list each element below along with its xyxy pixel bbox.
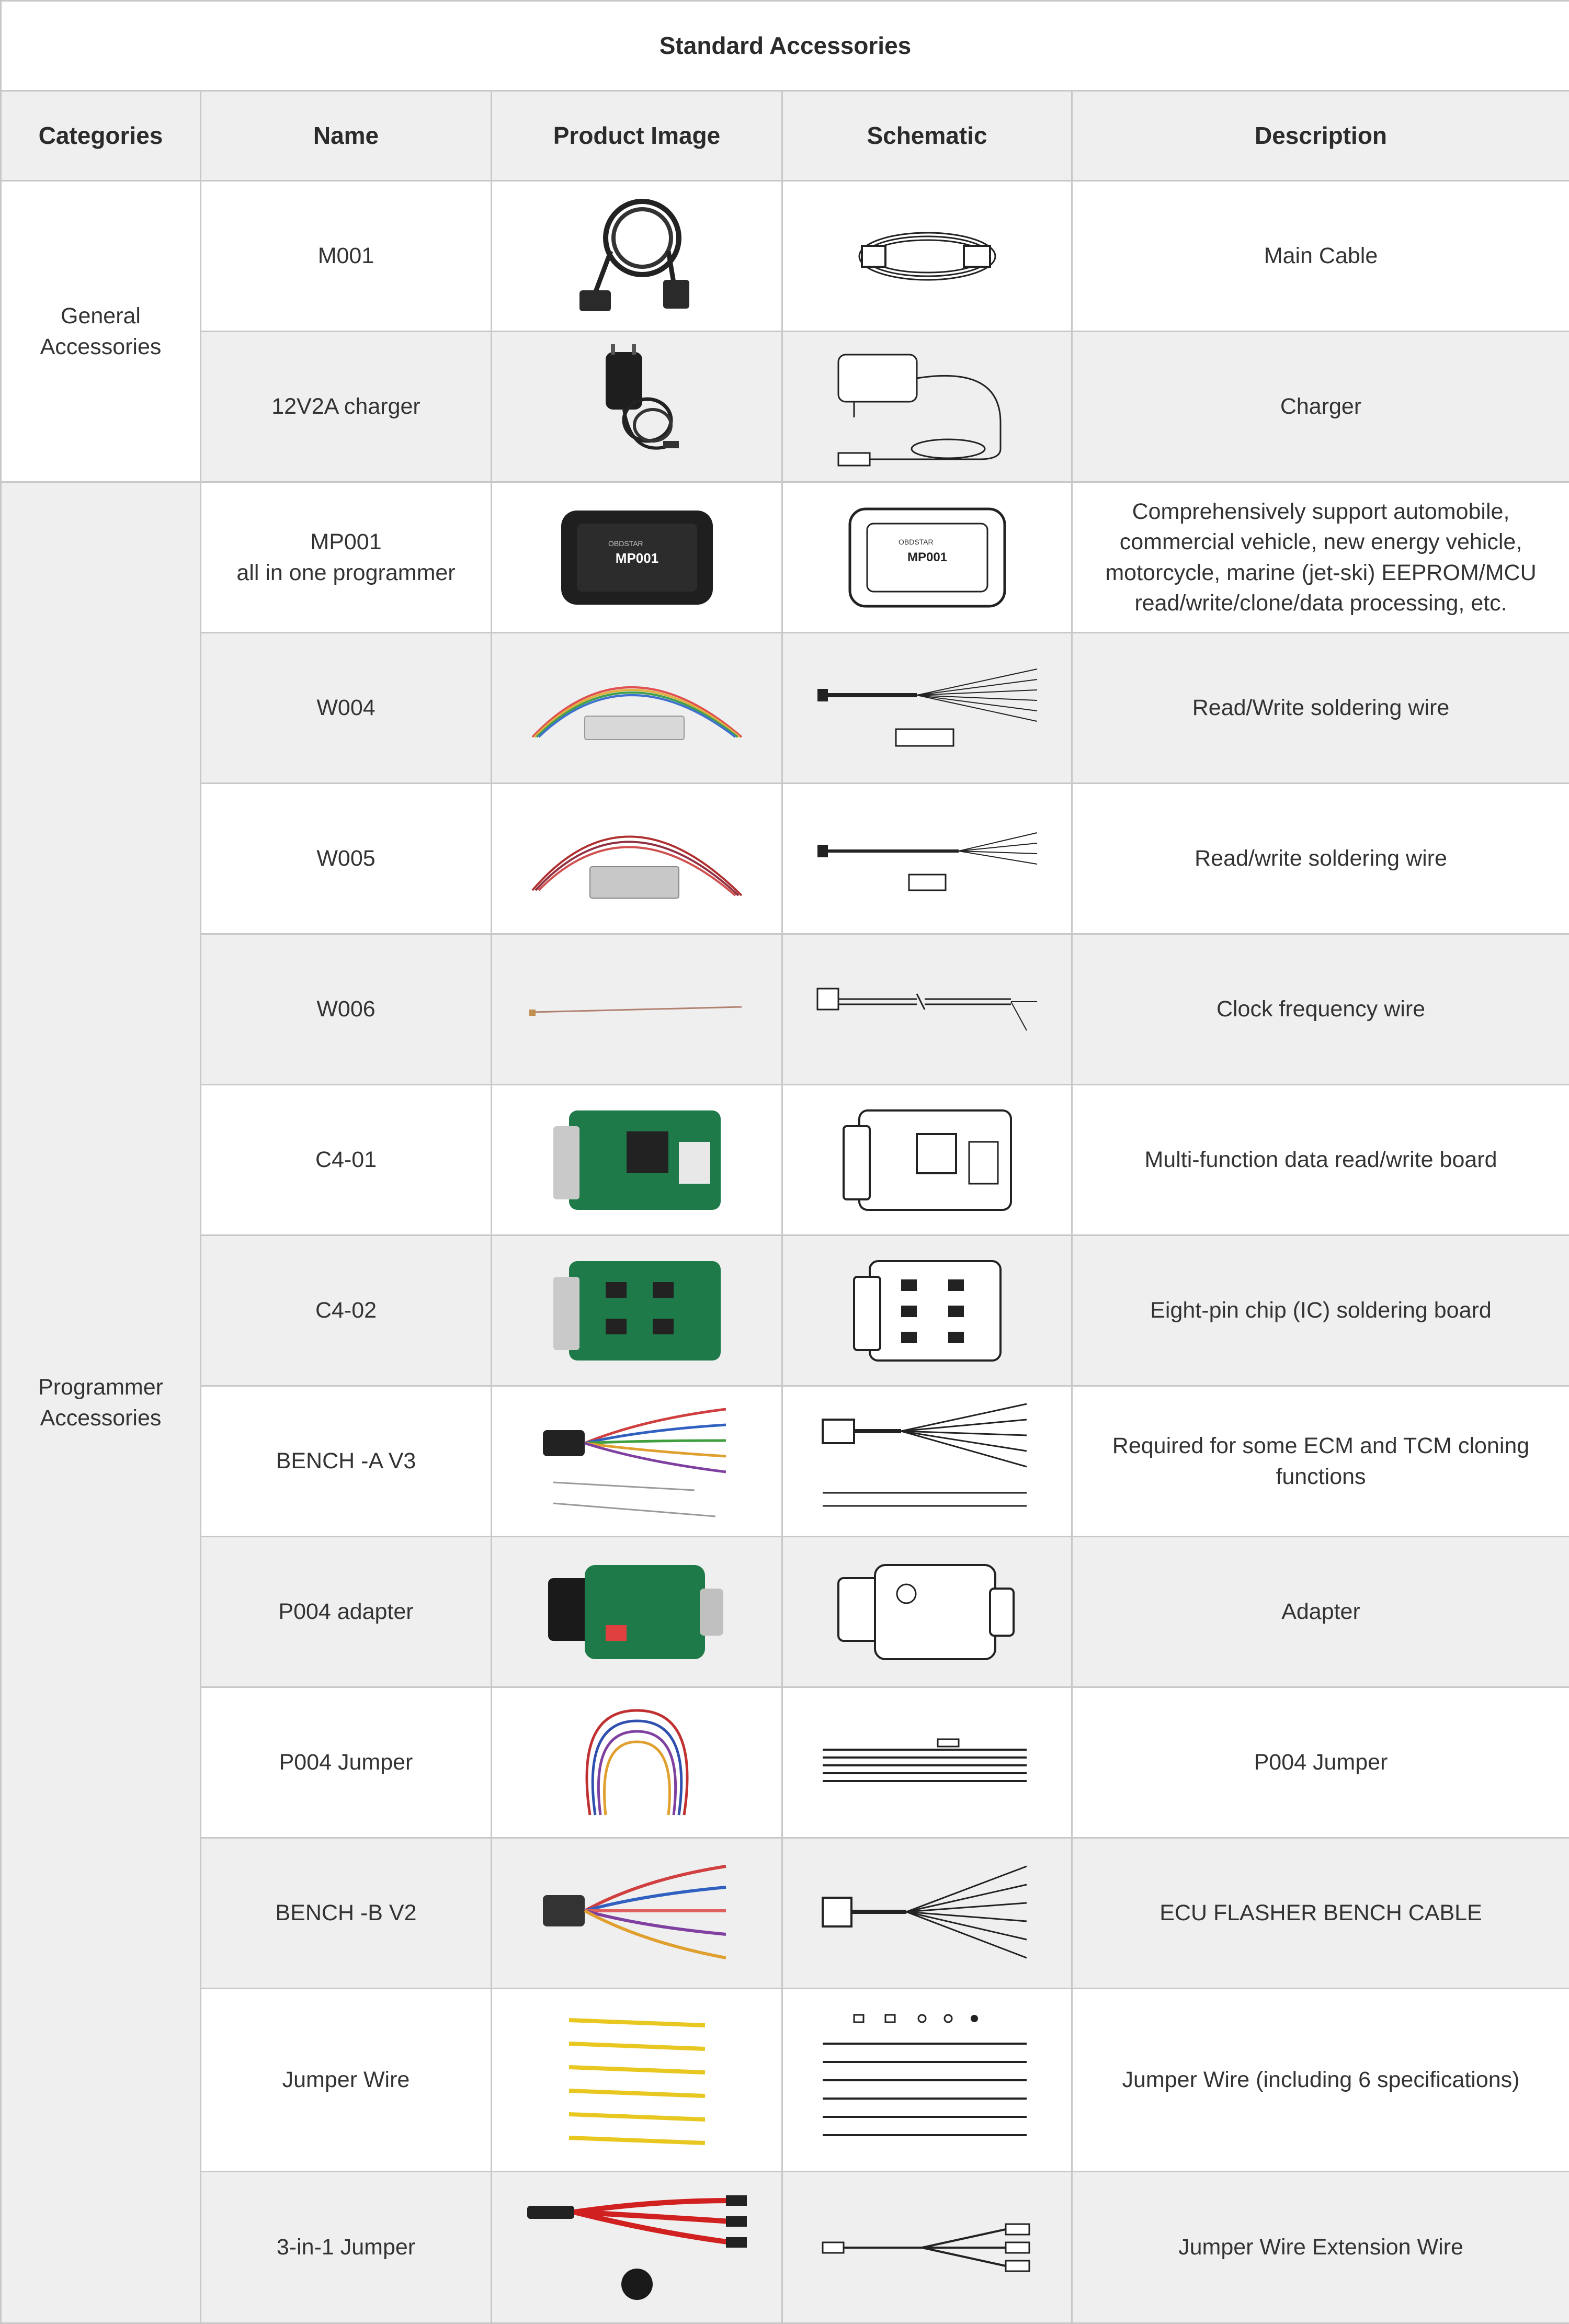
row-description: Clock frequency wire bbox=[1072, 934, 1569, 1085]
row-description: Charger bbox=[1072, 332, 1569, 482]
board-photo-icon bbox=[492, 1085, 782, 1235]
board-drawing-icon bbox=[782, 1085, 1072, 1235]
programmer-drawing-icon bbox=[782, 482, 1072, 633]
row-description: Jumper Wire (including 6 specifications) bbox=[1072, 1989, 1569, 2172]
row-name: W004 bbox=[201, 633, 492, 784]
device-brand-drawing-label: OBDSTAR bbox=[899, 538, 934, 546]
table-row bbox=[1, 633, 1569, 784]
row-name: P004 Jumper bbox=[201, 1687, 492, 1838]
table-title: Standard Accessories bbox=[1, 1, 1569, 91]
adapter-drawing-icon bbox=[782, 1537, 1072, 1687]
row-name: BENCH -A V3 bbox=[201, 1386, 492, 1537]
table-row bbox=[1, 332, 1569, 482]
row-name: P004 adapter bbox=[201, 1537, 492, 1687]
table-row bbox=[1, 1085, 1569, 1235]
wire-drawing-icon bbox=[782, 633, 1072, 784]
table-row bbox=[1, 1386, 1569, 1537]
jumper-drawing-icon bbox=[782, 1687, 1072, 1838]
board-photo-icon bbox=[492, 1235, 782, 1386]
device-model-label: MP001 bbox=[615, 550, 658, 566]
row-name: 3-in-1 Jumper bbox=[201, 2172, 492, 2323]
row-name: C4-02 bbox=[201, 1235, 492, 1386]
header-name: Name bbox=[201, 91, 492, 181]
bench-cable-photo-icon bbox=[492, 1838, 782, 1989]
table-row bbox=[1, 1989, 1569, 2172]
row-description: Eight-pin chip (IC) soldering board bbox=[1072, 1235, 1569, 1386]
adapter-photo-icon bbox=[492, 1537, 782, 1687]
charger-drawing-icon bbox=[782, 332, 1072, 482]
row-name: C4-01 bbox=[201, 1085, 492, 1235]
header-schematic: Schematic bbox=[782, 91, 1072, 181]
row-description: Required for some ECM and TCM cloning functions bbox=[1072, 1386, 1569, 1537]
table-row bbox=[1, 784, 1569, 934]
device-model-drawing-label: MP001 bbox=[907, 550, 947, 564]
table-row bbox=[1, 934, 1569, 1085]
row-description: Multi-function data read/write board bbox=[1072, 1085, 1569, 1235]
row-description: Adapter bbox=[1072, 1537, 1569, 1687]
clock-wire-drawing-icon bbox=[782, 934, 1072, 1085]
row-name: Jumper Wire bbox=[201, 1989, 492, 2172]
table-row bbox=[1, 181, 1569, 332]
wire-photo-icon bbox=[492, 633, 782, 784]
row-description: ECU FLASHER BENCH CABLE bbox=[1072, 1838, 1569, 1989]
charger-photo-icon bbox=[492, 332, 782, 482]
main-cable-drawing-icon bbox=[782, 181, 1072, 332]
row-name: BENCH -B V2 bbox=[201, 1838, 492, 1989]
table-row bbox=[1, 1235, 1569, 1386]
row-description: Comprehensively support automobile, commercial vehicle, new energy vehicle, motorcycle, marine (jet-ski) EEPROM/MCU read/write/clone/data processing, etc. bbox=[1072, 482, 1569, 633]
wire-drawing-icon bbox=[782, 784, 1072, 934]
row-name: W005 bbox=[201, 784, 492, 934]
three-in-one-drawing-icon bbox=[782, 2172, 1072, 2323]
row-name: 12V2A charger bbox=[201, 332, 492, 482]
row-name: MP001 all in one programmer bbox=[201, 482, 492, 633]
table-row bbox=[1, 2172, 1569, 2323]
bench-cable-photo-icon bbox=[492, 1386, 782, 1537]
main-cable-photo-icon bbox=[492, 181, 782, 332]
row-description: P004 Jumper bbox=[1072, 1687, 1569, 1838]
row-description: Read/write soldering wire bbox=[1072, 784, 1569, 934]
clock-wire-photo-icon bbox=[492, 934, 782, 1085]
programmer-photo-icon bbox=[492, 482, 782, 633]
table-row bbox=[1, 1838, 1569, 1989]
row-description: Main Cable bbox=[1072, 181, 1569, 332]
header-categories: Categories bbox=[1, 91, 201, 181]
table-row bbox=[1, 482, 1569, 633]
table-row bbox=[1, 1537, 1569, 1687]
category-programmer: Programmer Accessories bbox=[1, 482, 201, 2323]
category-general: General Accessories bbox=[1, 181, 201, 482]
table-row bbox=[1, 1687, 1569, 1838]
header-description: Description bbox=[1072, 91, 1569, 181]
jumper-wire-drawing-icon bbox=[782, 1989, 1072, 2172]
three-in-one-photo-icon bbox=[492, 2172, 782, 2323]
row-name: M001 bbox=[201, 181, 492, 332]
bench-cable-drawing-icon bbox=[782, 1386, 1072, 1537]
bench-cable-drawing-icon bbox=[782, 1838, 1072, 1989]
wire-photo-icon bbox=[492, 784, 782, 934]
row-description: Read/Write soldering wire bbox=[1072, 633, 1569, 784]
jumper-photo-icon bbox=[492, 1687, 782, 1838]
row-name: W006 bbox=[201, 934, 492, 1085]
device-brand-label: OBDSTAR bbox=[608, 539, 643, 548]
row-description: Jumper Wire Extension Wire bbox=[1072, 2172, 1569, 2323]
jumper-wire-photo-icon bbox=[492, 1989, 782, 2172]
header-product-image: Product Image bbox=[492, 91, 782, 181]
board-drawing-icon bbox=[782, 1235, 1072, 1386]
